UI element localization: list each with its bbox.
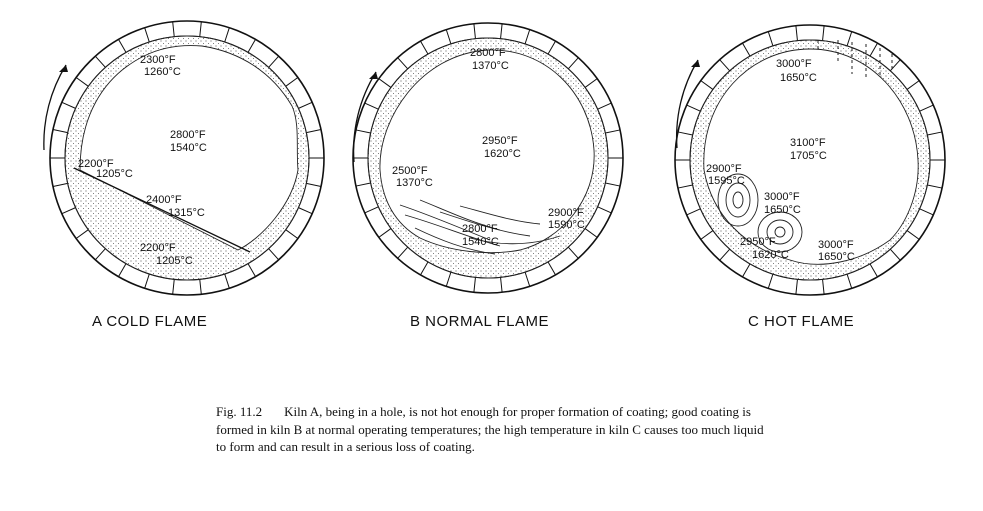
temp-c: 1705°C <box>790 150 827 162</box>
temp-f: 2200°F <box>78 158 114 170</box>
figure-number: Fig. 11.2 <box>216 404 263 419</box>
temp-f: 2800°F <box>170 129 206 141</box>
temp-f: 2200°F <box>140 242 176 254</box>
temp-c: 1260°C <box>144 66 181 78</box>
temp-c: 1650°C <box>818 251 855 263</box>
temp-c: 1650°C <box>780 72 817 84</box>
kiln-b-arrow-head <box>369 72 378 79</box>
temp-f: 3000°F <box>818 239 854 251</box>
temp-c: 1205°C <box>156 255 193 267</box>
temp-c: 1540°C <box>462 236 499 248</box>
kiln-c-title: C HOT FLAME <box>748 313 855 330</box>
temp-c: 1620°C <box>752 249 789 261</box>
temp-f: 2500°F <box>392 165 428 177</box>
temp-c: 1315°C <box>168 207 205 219</box>
kiln-b <box>353 23 623 293</box>
temp-f: 3100°F <box>790 137 826 149</box>
temp-c: 1205°C <box>96 168 133 180</box>
temp-f: 2800°F <box>462 223 498 235</box>
temp-c: 1595°C <box>708 175 745 187</box>
temp-f: 2300°F <box>140 54 176 66</box>
temp-c: 1650°C <box>764 204 801 216</box>
figure-caption <box>216 403 776 456</box>
kiln-a-title: A COLD FLAME <box>92 313 208 330</box>
temp-f: 2400°F <box>146 194 182 206</box>
temp-f: 3000°F <box>776 58 812 70</box>
kiln-c <box>675 25 945 295</box>
kiln-a-arrow-head <box>59 65 68 72</box>
temp-f: 2800°F <box>470 47 506 59</box>
caption-text: Kiln A, being in a hole, is not hot enough for proper formation of coating; good coating is formed in kiln B at normal operating temperatures; the high temperature in kiln C causes too much liquid to form and can result in a serious loss of coating. <box>216 404 764 454</box>
kiln-c-arrow-head <box>691 60 700 67</box>
kiln-b-title: B NORMAL FLAME <box>410 313 549 330</box>
temp-f: 2950°F <box>740 236 776 248</box>
temp-f: 3000°F <box>764 191 800 203</box>
temp-c: 1620°C <box>484 148 521 160</box>
temp-f: 2900°F <box>706 163 742 175</box>
temp-f: 2950°F <box>482 135 518 147</box>
temp-c: 1540°C <box>170 142 207 154</box>
temp-f: 2900°F <box>548 207 584 219</box>
temp-c: 1370°C <box>396 177 433 189</box>
temp-c: 1370°C <box>472 60 509 72</box>
kiln-a <box>44 21 324 295</box>
temp-c: 1590°C <box>548 219 585 231</box>
